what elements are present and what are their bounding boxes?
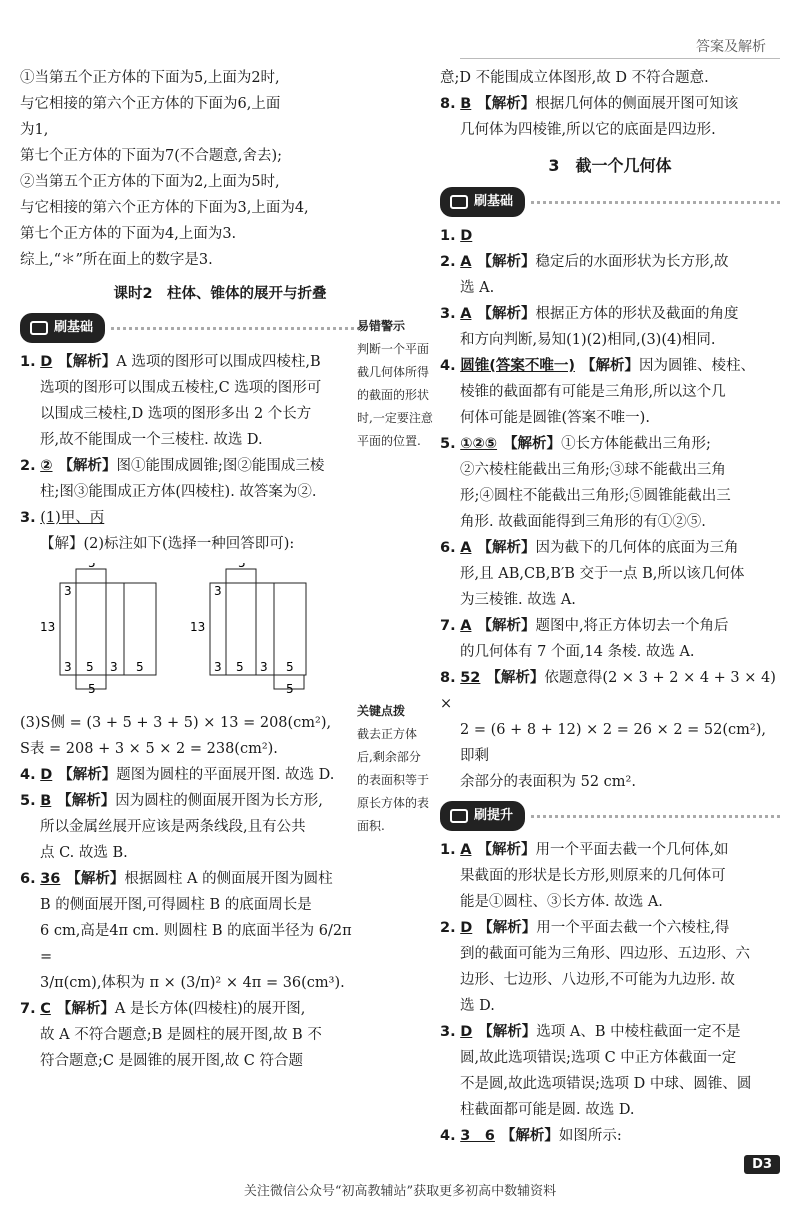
- analysis-tag: 【解析】: [477, 540, 536, 556]
- intro-block: [20, 65, 360, 273]
- answer-line: [20, 453, 360, 479]
- answer-line: [20, 970, 360, 996]
- item-number: 6.: [20, 871, 36, 887]
- intro-line: 为1,: [20, 122, 49, 138]
- item-number: 4.: [20, 767, 36, 783]
- intro-line: ②当第五个正方体的下面为2,上面为5时,: [20, 174, 280, 190]
- label-5-e: 5: [236, 660, 244, 674]
- item-text: ②六棱柱能截出三角形;③球不能截出三角: [460, 462, 726, 478]
- intro-line: 与它相接的第六个正方体的下面为3,上面为4,: [20, 200, 309, 216]
- answer-line: [440, 431, 780, 457]
- answer-line: [20, 866, 360, 892]
- item-text: ①长方体能截出三角形;: [561, 436, 711, 452]
- answer-line: [440, 379, 780, 405]
- item-answer: A: [460, 306, 472, 322]
- section-title: 3 截一个几何体: [548, 156, 672, 175]
- answer-line: [20, 401, 360, 427]
- item-number: 8.: [440, 670, 456, 686]
- item-answer: A: [460, 842, 472, 858]
- answer-line: [440, 509, 780, 535]
- label-top-2: 5: [238, 563, 246, 570]
- item-text: 形;④圆柱不能截出三角形;⑤圆锥能截出三: [460, 488, 731, 504]
- answer-line: [440, 587, 780, 613]
- answer-line: [440, 967, 780, 993]
- intro-line: 第七个正方体的下面为7(不合题意,舍去);: [20, 148, 283, 164]
- item-text: 何体可能是圆锥(答案不唯一).: [460, 410, 650, 426]
- item-text: 根据正方体的形状及截面的角度: [535, 306, 739, 322]
- item-number: 2.: [440, 920, 456, 936]
- answer-line: [440, 639, 780, 665]
- answer-line: [20, 1022, 360, 1048]
- answer-line: [440, 665, 780, 717]
- answer-line: [20, 349, 360, 375]
- answer-line: [440, 91, 780, 117]
- side-note-line: 后,剩余部分: [357, 750, 421, 764]
- item-number: 3.: [440, 306, 456, 322]
- item-number: 6.: [440, 540, 456, 556]
- label-13-1: 13: [40, 620, 56, 634]
- label-bottom-1: 5: [88, 682, 96, 693]
- item-text: 点 C. 故选 B.: [40, 845, 128, 861]
- item-text: 稳定后的水面形状为长方形,故: [535, 254, 729, 270]
- item-text: 柱;图③能围成正方体(四棱柱). 故答案为②.: [40, 484, 317, 500]
- label-3-b: 3: [64, 660, 72, 674]
- item-text: 所以金属丝展开应该是两条线段,且有公共: [40, 819, 306, 835]
- item-number: 4.: [440, 358, 456, 374]
- side-note-1: [357, 315, 442, 453]
- left-items: [20, 349, 360, 505]
- header-title: 答案及解析: [696, 39, 766, 55]
- item-text: 和方向判断,易知(1)(2)相同,(3)(4)相同.: [460, 332, 716, 348]
- right-column: [440, 65, 780, 1149]
- item-text: 故 A 不符合题意;B 是圆柱的展开图,故 B 不: [40, 1027, 322, 1043]
- answer-line: [440, 993, 780, 1019]
- left-items-2: [20, 762, 360, 1074]
- answer-line: [440, 353, 780, 379]
- analysis-tag: 【解析】: [503, 436, 562, 452]
- answer-line: [20, 918, 360, 970]
- item-text: 不是圆,故此选项错误;选项 D 中球、圆锥、圆: [460, 1076, 752, 1092]
- q3-surface-area: S表 = 208 + 3 × 5 × 2 = 238(cm²).: [20, 741, 278, 757]
- analysis-tag: 【解析】: [580, 358, 639, 374]
- answer-line: [20, 892, 360, 918]
- item-text: 棱锥的截面都有可能是三角形,所以这个几: [460, 384, 726, 400]
- item-number: 2.: [440, 254, 456, 270]
- analysis-tag: 【解析】: [477, 306, 536, 322]
- item-answer: D: [460, 228, 473, 244]
- item-text: 选项的图形可以围成五棱柱,C 选项的图形可: [40, 380, 322, 396]
- side-note-2: [357, 700, 442, 838]
- footer-text: 关注微信公众号“初高教辅站”获取更多初高中数辅资料: [243, 1184, 557, 1199]
- item-text: 选项 A、B 中棱柱截面一定不是: [536, 1024, 741, 1040]
- badge-label-3: 刷提升: [440, 801, 525, 831]
- item-number: 1.: [440, 228, 456, 244]
- analysis-tag: 【解析】: [58, 354, 117, 370]
- item-text: 以围成三棱柱,D 选项的图形多出 2 个长方: [40, 406, 312, 422]
- label-5-b: 5: [86, 660, 94, 674]
- right-items: [440, 223, 780, 795]
- answer-line: [440, 613, 780, 639]
- side-note-line: 原长方体的表: [357, 796, 430, 810]
- item-answer: A: [460, 540, 472, 556]
- side-note-line: 判断一个平面: [357, 342, 430, 356]
- item-text: 题图为圆柱的平面展开图. 故选 D.: [116, 767, 335, 783]
- side-note-line: 的截面的形状: [357, 388, 430, 402]
- item-number: 7.: [20, 1001, 36, 1017]
- answer-line: [440, 717, 780, 769]
- answer-line: [440, 1071, 780, 1097]
- q3-solution: 【解】(2)标注如下(选择一种回答即可):: [40, 536, 295, 552]
- answer-line: [440, 535, 780, 561]
- item-number: 1.: [440, 842, 456, 858]
- left-column: [20, 65, 360, 1074]
- item-answer: ①②⑤: [460, 436, 498, 452]
- item-answer: D: [460, 920, 473, 936]
- header-divider: [460, 58, 780, 59]
- answer-line: [20, 814, 360, 840]
- analysis-tag: 【解析】: [58, 767, 117, 783]
- net-figures: [30, 563, 350, 693]
- answer-line: [20, 996, 360, 1022]
- item-text: 形,故不能围成一个三棱柱. 故选 D.: [40, 432, 263, 448]
- item-text: 柱截面都可能是圆. 故选 D.: [460, 1102, 635, 1118]
- side-note-line: 时,一定要注意: [357, 411, 433, 425]
- side-note-2-title: 关键点拨: [357, 704, 406, 718]
- analysis-tag: 【解析】: [57, 793, 116, 809]
- label-top-1: 5: [88, 563, 96, 570]
- right-items-2: [440, 837, 780, 1149]
- item-text: 形,且 AB,CB,B′B 交于一点 B,所以该几何体: [460, 566, 745, 582]
- item-text: 2 = (6 + 8 + 12) × 2 = 26 × 2 = 52(cm²),即剩: [460, 722, 766, 764]
- item-text: 图①能围成圆锥;图②能围成三棱: [116, 458, 325, 474]
- item-text: 因为圆锥、棱柱、: [638, 358, 755, 374]
- analysis-tag: 【解析】: [478, 1024, 537, 1040]
- item-text: 的几何体有 7 个面,14 条棱. 故选 A.: [460, 644, 695, 660]
- answer-line: [440, 1097, 780, 1123]
- intro-line: ①当第五个正方体的下面为5,上面为2时,: [20, 70, 280, 86]
- item-answer: D: [460, 1024, 473, 1040]
- label-3-d: 3: [214, 584, 222, 598]
- answer-line: [20, 427, 360, 453]
- analysis-tag: 【解析】: [500, 1128, 559, 1144]
- item-text: 符合题意;C 是圆锥的展开图,故 C 符合题: [40, 1053, 304, 1069]
- analysis-tag: 【解析】: [58, 458, 117, 474]
- analysis-tag: 【解析】: [477, 254, 536, 270]
- item-text: 3/π(cm),体积为 π × (3/π)² × 4π = 36(cm³).: [40, 975, 345, 991]
- badge-basic-2: [440, 189, 780, 215]
- item-answer: 52: [460, 670, 481, 686]
- answer-line: [20, 479, 360, 505]
- intro-line: 第七个正方体的下面为4,上面为3.: [20, 226, 237, 242]
- answer-line: [440, 915, 780, 941]
- side-note-line: 截去正方体: [357, 727, 418, 741]
- page-number: D3: [744, 1155, 780, 1174]
- label-5-c: 5: [136, 660, 144, 674]
- item-text: 根据几何体的侧面展开图可知该: [535, 96, 739, 112]
- item-text: 6 cm,高是4π cm. 则圆柱 B 的底面半径为 6/2π =: [40, 923, 352, 965]
- analysis-tag: 【解析】: [477, 96, 536, 112]
- item-number: 2.: [20, 458, 36, 474]
- item-answer: 36: [40, 871, 61, 887]
- analysis-tag: 【解析】: [478, 920, 537, 936]
- item-text: 如图所示:: [558, 1128, 622, 1144]
- item-number: 4.: [440, 1128, 456, 1144]
- q3-lateral-area: (3)S侧 = (3 + 5 + 3 + 5) × 13 = 208(cm²),: [20, 715, 332, 731]
- right-item-8: [440, 91, 780, 143]
- answer-line: [440, 223, 780, 249]
- item-answer: A: [460, 254, 472, 270]
- side-note-line: 截几何体所得: [357, 365, 430, 379]
- item-text: A 是长方体(四棱柱)的展开图,: [114, 1001, 306, 1017]
- badge-label: 刷基础: [20, 313, 105, 343]
- analysis-tag: 【解析】: [477, 842, 536, 858]
- answer-line: [20, 788, 360, 814]
- item-text: 能是①圆柱、③长方体. 故选 A.: [460, 894, 663, 910]
- label-13-2: 13: [190, 620, 206, 634]
- side-note-line: 平面的位置.: [357, 434, 421, 448]
- label-3-c: 3: [110, 660, 118, 674]
- item-text: 因为截下的几何体的底面为三角: [535, 540, 739, 556]
- analysis-tag: 【解析】: [56, 1001, 115, 1017]
- analysis-tag: 【解析】: [486, 670, 545, 686]
- item-number: 1.: [20, 354, 36, 370]
- item-text: 题图中,将正方体切去一个角后: [535, 618, 729, 634]
- item-text: 根据圆柱 A 的侧面展开图为圆柱: [124, 871, 333, 887]
- item-answer: A: [460, 618, 472, 634]
- item-text: 为三棱锥. 故选 A.: [460, 592, 576, 608]
- label-bottom-2: 5: [286, 682, 294, 693]
- label-3-f: 3: [260, 660, 268, 674]
- item-text: A 选项的图形可以围成四棱柱,B: [116, 354, 321, 370]
- item-answer: 3 6: [460, 1128, 495, 1144]
- answer-line: [440, 769, 780, 795]
- item-answer: D: [40, 767, 53, 783]
- item-answer: D: [40, 354, 53, 370]
- q3-answer: (1)甲、丙: [40, 510, 105, 526]
- item-number: 5.: [440, 436, 456, 452]
- answer-line: [440, 275, 780, 301]
- label-5-f: 5: [286, 660, 294, 674]
- side-note-1-title: 易错警示: [357, 319, 406, 333]
- item-answer: ②: [40, 458, 53, 474]
- item-answer: B: [460, 96, 472, 112]
- item-text: 余部分的表面积为 52 cm².: [460, 774, 636, 790]
- item-answer: 圆锥(答案不唯一): [460, 358, 575, 374]
- item-text: 圆,故此选项错误;选项 C 中正方体截面一定: [460, 1050, 737, 1066]
- item-text: 几何体为四棱锥,所以它的底面是四边形.: [460, 122, 716, 138]
- analysis-tag: 【解析】: [477, 618, 536, 634]
- answer-line: [440, 405, 780, 431]
- item-number: 5.: [20, 793, 36, 809]
- item-text: B 的侧面展开图,可得圆柱 B 的底面周长是: [40, 897, 312, 913]
- answer-line: [20, 840, 360, 866]
- answer-line: [440, 117, 780, 143]
- item-text: 选 D.: [460, 998, 495, 1014]
- intro-line: 综上,“＊”所在面上的数字是3.: [20, 252, 213, 268]
- badge-label-2: 刷基础: [440, 187, 525, 217]
- answer-line: [440, 457, 780, 483]
- item-answer: B: [40, 793, 52, 809]
- item-text: 因为圆柱的侧面展开图为长方形,: [115, 793, 323, 809]
- item-text: 到的截面可能为三角形、四边形、五边形、六: [460, 946, 750, 962]
- right-top-line: 意;D 不能围成立体图形,故 D 不符合题意.: [440, 70, 709, 86]
- answer-line: [440, 863, 780, 889]
- answer-line: [440, 301, 780, 327]
- answer-line: [440, 327, 780, 353]
- answer-line: [440, 1019, 780, 1045]
- item-number: 8.: [440, 96, 456, 112]
- intro-line: 与它相接的第六个正方体的下面为6,上面: [20, 96, 281, 112]
- item-number: 3.: [440, 1024, 456, 1040]
- item-text: 用一个平面去截一个六棱柱,得: [536, 920, 730, 936]
- badge-advanced: [440, 803, 780, 829]
- item-number: 7.: [440, 618, 456, 634]
- side-note-line: 面积.: [357, 819, 385, 833]
- answer-line: [440, 889, 780, 915]
- side-note-line: 的表面积等于: [357, 773, 430, 787]
- answer-line: [440, 941, 780, 967]
- lesson-title: 课时2 柱体、锥体的展开与折叠: [113, 286, 327, 302]
- label-3-e: 3: [214, 660, 222, 674]
- answer-line: [440, 561, 780, 587]
- item-text: 边形、七边形、八边形,不可能为九边形. 故: [460, 972, 735, 988]
- answer-line: [440, 1123, 780, 1149]
- item-text: 选 A.: [460, 280, 495, 296]
- analysis-tag: 【解析】: [66, 871, 125, 887]
- item-text: 依题意得(2 × 3 + 2 × 4 + 3 × 4) ×: [440, 670, 776, 712]
- answer-line: [20, 762, 360, 788]
- answer-line: [440, 483, 780, 509]
- item-text: 果截面的形状是长方形,则原来的几何体可: [460, 868, 726, 884]
- item-text: 用一个平面去截一个几何体,如: [535, 842, 729, 858]
- answer-line: [20, 1048, 360, 1074]
- answer-line: [440, 1045, 780, 1071]
- label-3-a: 3: [64, 584, 72, 598]
- badge-basic: [20, 315, 360, 341]
- item-text: 角形. 故截面能得到三角形的有①②⑤.: [460, 514, 706, 530]
- question-3: 3. (1)甲、丙 【解】(2)标注如下(选择一种回答即可): 5 3 13 3 5 3 5 5 5 3 13 3 5 3 5 5 (3)S侧 = (3 + 5 + 3 + 5) × 13 = 208(cm²), S表 = 208 + 3 × 5 × 2 = 238(cm²).: [20, 505, 360, 762]
- answer-line: [440, 837, 780, 863]
- item-answer: C: [40, 1001, 51, 1017]
- answer-line: [20, 375, 360, 401]
- answer-line: [440, 249, 780, 275]
